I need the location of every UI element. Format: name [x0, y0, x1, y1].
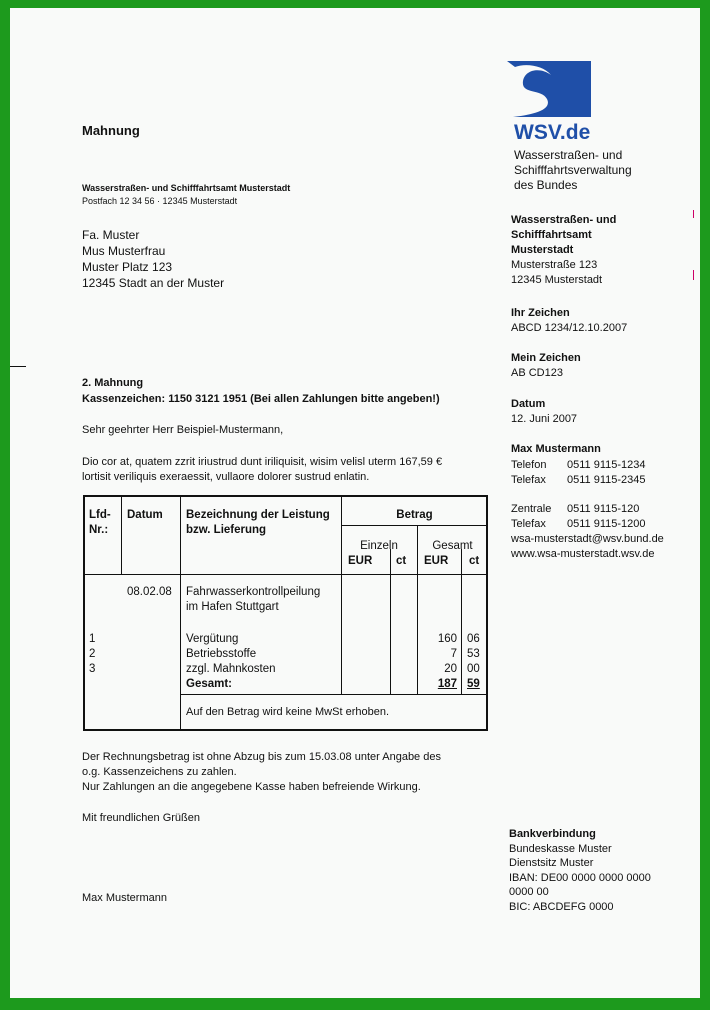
header-lfd-line: Nr.:: [89, 524, 109, 536]
header-ct-gesamt: ct: [469, 555, 480, 567]
header-datum: Datum: [127, 509, 163, 521]
recipient-line: Muster Platz 123: [82, 260, 173, 274]
zentrale-value: 0511 9115-120: [567, 503, 640, 515]
header-bezeichnung: [186, 508, 330, 538]
payment-terms-line: Nur Zahlungen an die angegebene Kasse haben befreiende Wirkung.: [82, 781, 421, 793]
row-text: Vergütung: [186, 633, 239, 645]
mein-zeichen-label: Mein Zeichen: [511, 352, 581, 364]
datum-label: Datum: [511, 398, 546, 410]
telefax-value: 0511 9115-2345: [567, 474, 646, 486]
service-date: 08.02.08: [127, 586, 172, 598]
authority-block: [511, 213, 616, 288]
header-ct-einzeln: ct: [396, 555, 407, 567]
intro-text: [82, 455, 442, 485]
header-betrag: Betrag: [396, 509, 433, 521]
header-eur-gesamt: EUR: [424, 555, 449, 567]
mein-zeichen-value: AB CD123: [511, 367, 563, 379]
telefon-value: 0511 9115-1234: [567, 459, 646, 471]
authority-city: 12345 Musterstadt: [511, 274, 603, 286]
right-margin-mark: [693, 210, 694, 218]
wsv-logo-icon: [507, 61, 591, 117]
ihr-zeichen-label: Ihr Zeichen: [511, 307, 570, 319]
letter-page: [10, 8, 700, 998]
header-bezeichnung-line: Bezeichnung der Leistung: [186, 509, 330, 521]
row-nr: 1: [89, 633, 96, 645]
recipient-line: Fa. Muster: [82, 228, 140, 242]
mein-zeichen: [511, 351, 581, 381]
row-ct: 53: [467, 648, 480, 660]
signature: Max Mustermann: [82, 892, 167, 904]
row-eur: 7: [450, 648, 457, 660]
payment-terms-line: o.g. Kassenzeichens zu zahlen.: [82, 766, 237, 778]
authority-street: Musterstraße 123: [511, 259, 598, 271]
invoice-table: [83, 495, 488, 731]
greeting: Mit freundlichen Grüßen: [82, 812, 200, 824]
row-eur: 160: [437, 633, 457, 645]
recipient-line: 12345 Stadt an der Muster: [82, 276, 225, 290]
bank-line: Bundeskasse Muster: [509, 842, 612, 855]
telefax-label: Telefax: [511, 474, 546, 486]
subject-line: 2. Mahnung: [82, 377, 144, 389]
fold-mark: [10, 366, 26, 367]
header-lfd-line: Lfd-: [89, 509, 111, 521]
payment-terms: [82, 750, 441, 795]
authority-name-line: Schifffahrtsamt: [511, 229, 592, 241]
total-label: Gesamt:: [186, 678, 233, 690]
service-description: [186, 585, 320, 615]
service-description-line: im Hafen Stuttgart: [186, 601, 279, 613]
bank-line: IBAN: DE00 0000 0000 0000: [509, 871, 651, 884]
sender-address: Postfach 12 34 56 · 12345 Musterstadt: [82, 196, 238, 206]
total-eur: 187: [437, 678, 457, 690]
email-link[interactable]: wsa-musterstadt@wsv.bund.de: [511, 533, 664, 545]
logo-subtitle-line: des Bundes: [514, 178, 578, 192]
recipient-address: [82, 227, 224, 291]
bank-details: [509, 827, 651, 914]
row-text: Betriebsstoffe: [186, 648, 257, 660]
total-ct: 59: [467, 678, 480, 690]
web-link[interactable]: www.wsa-musterstadt.wsv.de: [511, 548, 655, 560]
kassenzeichen: Kassenzeichen: 1150 3121 1951 (Bei allen Zahlungen bitte angeben!): [82, 393, 440, 405]
intro-line: Dio cor at, quatem zzrit iriustrud dunt iriliquisit, wisim velisl uterm 167,59 €: [82, 456, 443, 468]
row-ct: 00: [467, 663, 480, 675]
authority-name-line: Musterstadt: [511, 244, 574, 256]
header-eur-einzeln: EUR: [348, 555, 373, 567]
authority-name-line: Wasserstraßen- und: [511, 214, 617, 226]
bank-line: 0000 00: [509, 886, 549, 898]
header-bezeichnung-line: bzw. Lieferung: [186, 524, 267, 536]
payment-terms-line: Der Rechnungsbetrag ist ohne Abzug bis zum 15.03.08 unter Angabe des: [82, 751, 441, 763]
logo-subtitle: [514, 148, 632, 193]
intro-line: lortisit veriliquis exeraessit, vullaore dolorer sustrud enlatin.: [82, 471, 370, 483]
header-lfd: [89, 508, 111, 538]
zentrale-label: Zentrale: [511, 503, 552, 515]
row-eur: 20: [444, 663, 457, 675]
logo-subtitle-line: Wasserstraßen- und: [514, 148, 623, 162]
contact-name: Max Mustermann: [511, 443, 601, 455]
vat-note: Auf den Betrag wird keine MwSt erhoben.: [186, 706, 390, 718]
datum: [511, 397, 577, 427]
ihr-zeichen: [511, 306, 627, 336]
bank-line: BIC: ABCDEFG 0000: [509, 900, 614, 913]
row-nr: 2: [89, 648, 96, 660]
telefax2-value: 0511 9115-1200: [567, 518, 646, 530]
ihr-zeichen-value: ABCD 1234/12.10.2007: [511, 322, 628, 334]
letter-title: Mahnung: [82, 123, 140, 138]
recipient-line: Mus Musterfrau: [82, 244, 166, 258]
sender-name: Wasserstraßen- und Schifffahrtsamt Musterstadt: [82, 183, 291, 193]
row-nr: 3: [89, 663, 96, 675]
bank-line: Dienstsitz Muster: [509, 857, 594, 869]
logo-text: WSV.de: [514, 121, 591, 144]
row-text: zzgl. Mahnkosten: [186, 663, 276, 675]
logo-subtitle-line: Schifffahrtsverwaltung: [514, 163, 632, 177]
bank-label: Bankverbindung: [509, 828, 596, 840]
service-description-line: Fahrwasserkontrollpeilung: [186, 586, 321, 598]
salutation: Sehr geehrter Herr Beispiel-Mustermann,: [82, 424, 284, 436]
right-margin-mark: [693, 270, 694, 280]
header-gesamt: Gesamt: [432, 540, 473, 552]
header-einzeln: Einzeln: [360, 540, 398, 552]
row-ct: 06: [467, 633, 480, 645]
telefon-label: Telefon: [511, 459, 547, 471]
datum-value: 12. Juni 2007: [511, 413, 578, 425]
telefax2-label: Telefax: [511, 518, 546, 530]
wsv-logo: [507, 61, 591, 122]
